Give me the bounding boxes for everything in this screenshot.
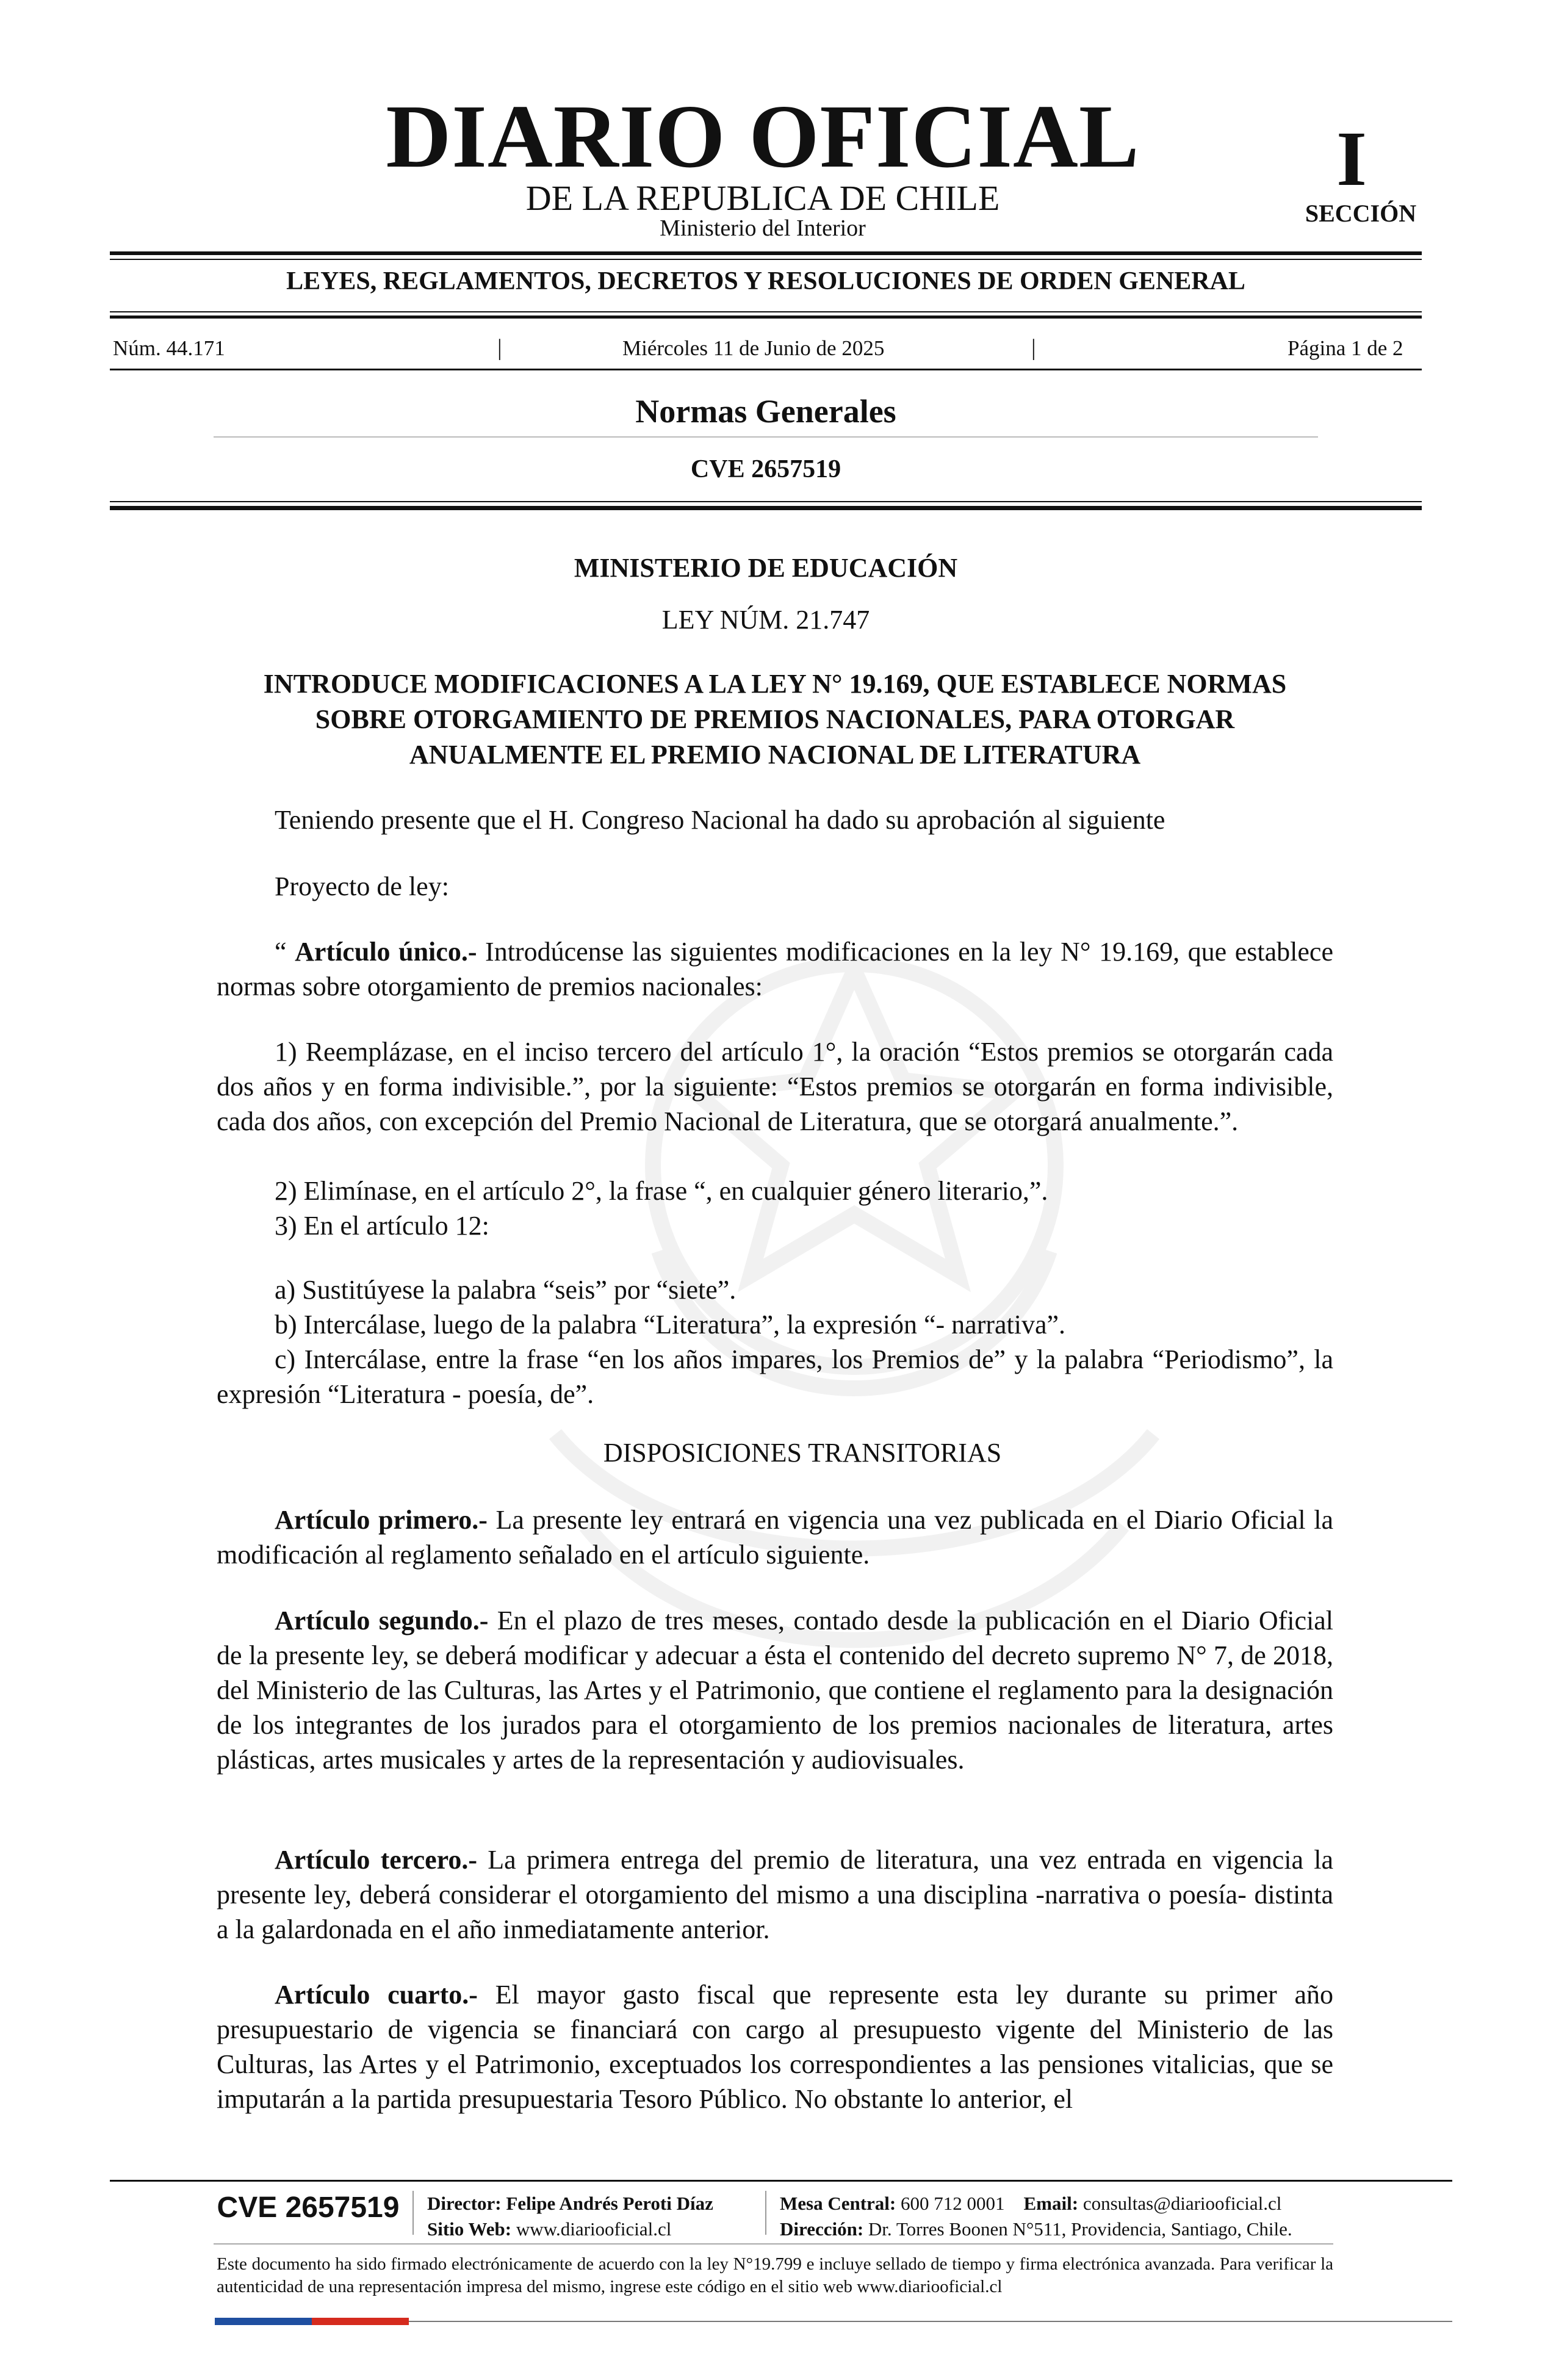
list-item: 3) En el artículo 12: (275, 1211, 489, 1241)
website-label: Sitio Web: (427, 2218, 512, 2240)
list-item: c) Intercálase, entre la frase “en los años impares, los Premios de” y la palabra “Periodismo”, la expresión “Literatura - poesía, de”. (217, 1344, 1333, 1409)
article-text: La primera entrega del premio de literatura, una vez entrada en vigencia la presente ley, deberá considerar el otorgamiento del mismo a una disciplina -narrativa o poesía- distinta a la galardonada en el año inmediatamente anterior. (217, 1845, 1333, 1944)
masthead-rule-thin (110, 259, 1422, 260)
articulo-primero (217, 1502, 1333, 1572)
section-numeral: I (1336, 115, 1367, 202)
flag-strip (215, 2318, 409, 2325)
masthead-title: DIARIO OFICIAL (386, 87, 1140, 187)
footer-contact-block (780, 2191, 1292, 2242)
list-item: 2) Elimínase, en el artículo 2°, la frase “, en cualquier género literario,”. (275, 1176, 1048, 1206)
director-label: Director: (427, 2193, 502, 2214)
banner-rule-thick (110, 316, 1422, 319)
article-text: El mayor gasto fiscal que represente esta ley durante su primer año presupuestario de vigencia se financiará con cargo al presupuesto vigente del Ministerio de las Culturas, las Artes y el Patrimonio, exceptuados los correspondientes a las pensiones vitalicias, que se imputarán a la partida presupuestaria Tesoro Público. No obstante lo anterior, el (217, 1980, 1333, 2114)
articulo-tercero (217, 1842, 1333, 1947)
intro-paragraph: Teniendo presente que el H. Congreso Nacional ha dado su aprobación al siguiente (275, 805, 1165, 835)
articulo-cuarto (217, 1977, 1333, 2116)
section-title: Normas Generales (635, 393, 896, 430)
director-name: Felipe Andrés Peroti Díaz (501, 2193, 713, 2214)
article-text: En el plazo de tres meses, contado desde la publicación en el Diario Oficial de la presente ley, se deberá modificar y adecuar a ésta el contenido del decreto supremo N° 7, de 2018, del Ministerio de las Culturas, las Artes y el Patrimonio, que contiene el reglamento para la designación de los integrantes de los jurados para el otorgamiento de los premios nacionales de literatura, artes plásticas, artes musicales y artes de la representación y audiovisuales. (217, 1606, 1333, 1775)
footer-divider (412, 2191, 414, 2235)
footer-note: Este documento ha sido firmado electrónicamente de acuerdo con la ley N°19.799 e incluye sellado de tiempo y firma electrónica avanzada. Para verificar la autenticidad de una representación impresa del mismo, ingrese este código en el sitio web www.diariooficial.cl (217, 2254, 1333, 2296)
email-link[interactable]: consultas@diariooficial.cl (1078, 2193, 1282, 2214)
footer-rule (110, 2180, 1452, 2182)
section-title-rule (214, 436, 1318, 438)
phone-label: Mesa Central: (780, 2193, 896, 2214)
proyecto-paragraph: Proyecto de ley: (275, 871, 449, 901)
law-number: LEY NÚM. 21.747 (661, 605, 870, 635)
flag-blue-segment (215, 2318, 312, 2325)
banner-rule-thin (110, 311, 1422, 312)
masthead-rule-thick (110, 251, 1422, 255)
flag-red-segment (312, 2318, 409, 2325)
articulo-segundo (217, 1603, 1333, 1777)
article-label: Artículo primero.- (275, 1505, 488, 1535)
publication-banner: LEYES, REGLAMENTOS, DECRETOS Y RESOLUCIONES DE ORDEN GENERAL (286, 267, 1245, 295)
footer-cve-code: CVE 2657519 (217, 2191, 400, 2224)
cve-code: CVE 2657519 (690, 455, 841, 483)
issue-page: Página 1 de 2 (1288, 336, 1403, 360)
website-link[interactable]: www.diariooficial.cl (511, 2218, 672, 2240)
masthead-ministry: Ministerio del Interior (660, 215, 866, 241)
issue-rule (110, 369, 1422, 370)
footer-bottom-rule (409, 2321, 1452, 2322)
issue-number: Núm. 44.171 (113, 336, 225, 360)
phone-number: 600 712 0001 (896, 2193, 1005, 2214)
footer-divider (765, 2191, 766, 2235)
issue-date: Miércoles 11 de Junio de 2025 (622, 336, 885, 360)
article-label: Artículo segundo.- (275, 1606, 489, 1635)
article-text: La presente ley entrará en vigencia una vez publicada en el Diario Oficial la modificación al reglamento señalado en el artículo siguiente. (217, 1505, 1333, 1570)
address-value: Dr. Torres Boonen N°511, Providencia, Santiago, Chile. (863, 2218, 1292, 2240)
issue-separator: | (1031, 335, 1036, 361)
address-label: Dirección: (780, 2218, 864, 2240)
list-item: b) Intercálase, luego de la palabra “Literatura”, la expresión “- narrativa”. (275, 1310, 1066, 1340)
article-text: Introdúcense las siguientes modificaciones en la ley N° 19.169, que establece normas sobre otorgamiento de premios nacionales: (217, 937, 1333, 1001)
list-item: a) Sustitúyese la palabra “seis” por “siete”. (275, 1275, 737, 1305)
transitory-heading: DISPOSICIONES TRANSITORIAS (603, 1438, 1002, 1468)
header-rule-thin (110, 501, 1422, 502)
list-item: 1) Reemplázase, en el inciso tercero del artículo 1°, la oración “Estos premios se otorgarán cada dos años y en forma indivisible.”, por la siguiente: “Estos premios se otorgarán en forma indivisible, cada dos años, con excepción del Premio Nacional de Literatura, que se otorgará anualmente.”. (217, 1037, 1333, 1136)
issue-separator: | (497, 335, 502, 361)
footer-director-block (427, 2191, 713, 2242)
section-label: SECCIÓN (1305, 200, 1417, 227)
masthead-subtitle: DE LA REPUBLICA DE CHILE (525, 178, 1000, 218)
ministry-name: MINISTERIO DE EDUCACIÓN (574, 553, 958, 583)
email-label: Email: (1023, 2193, 1079, 2214)
header-rule-thick (110, 506, 1422, 510)
articulo-unico (217, 934, 1333, 1004)
article-label: Artículo único.- (295, 937, 477, 967)
article-label: Artículo cuarto.- (275, 1980, 478, 2010)
footer-note-rule (214, 2243, 1333, 2245)
law-title: INTRODUCE MODIFICACIONES A LA LEY N° 19.169, QUE ESTABLECE NORMAS SOBRE OTORGAMIENTO DE PREMIOS NACIONALES, PARA OTORGAR ANUALMENTE EL PREMIO NACIONAL DE LITERATURA (263, 669, 1287, 770)
quote-mark: “ (275, 937, 295, 967)
article-label: Artículo tercero.- (275, 1845, 478, 1875)
